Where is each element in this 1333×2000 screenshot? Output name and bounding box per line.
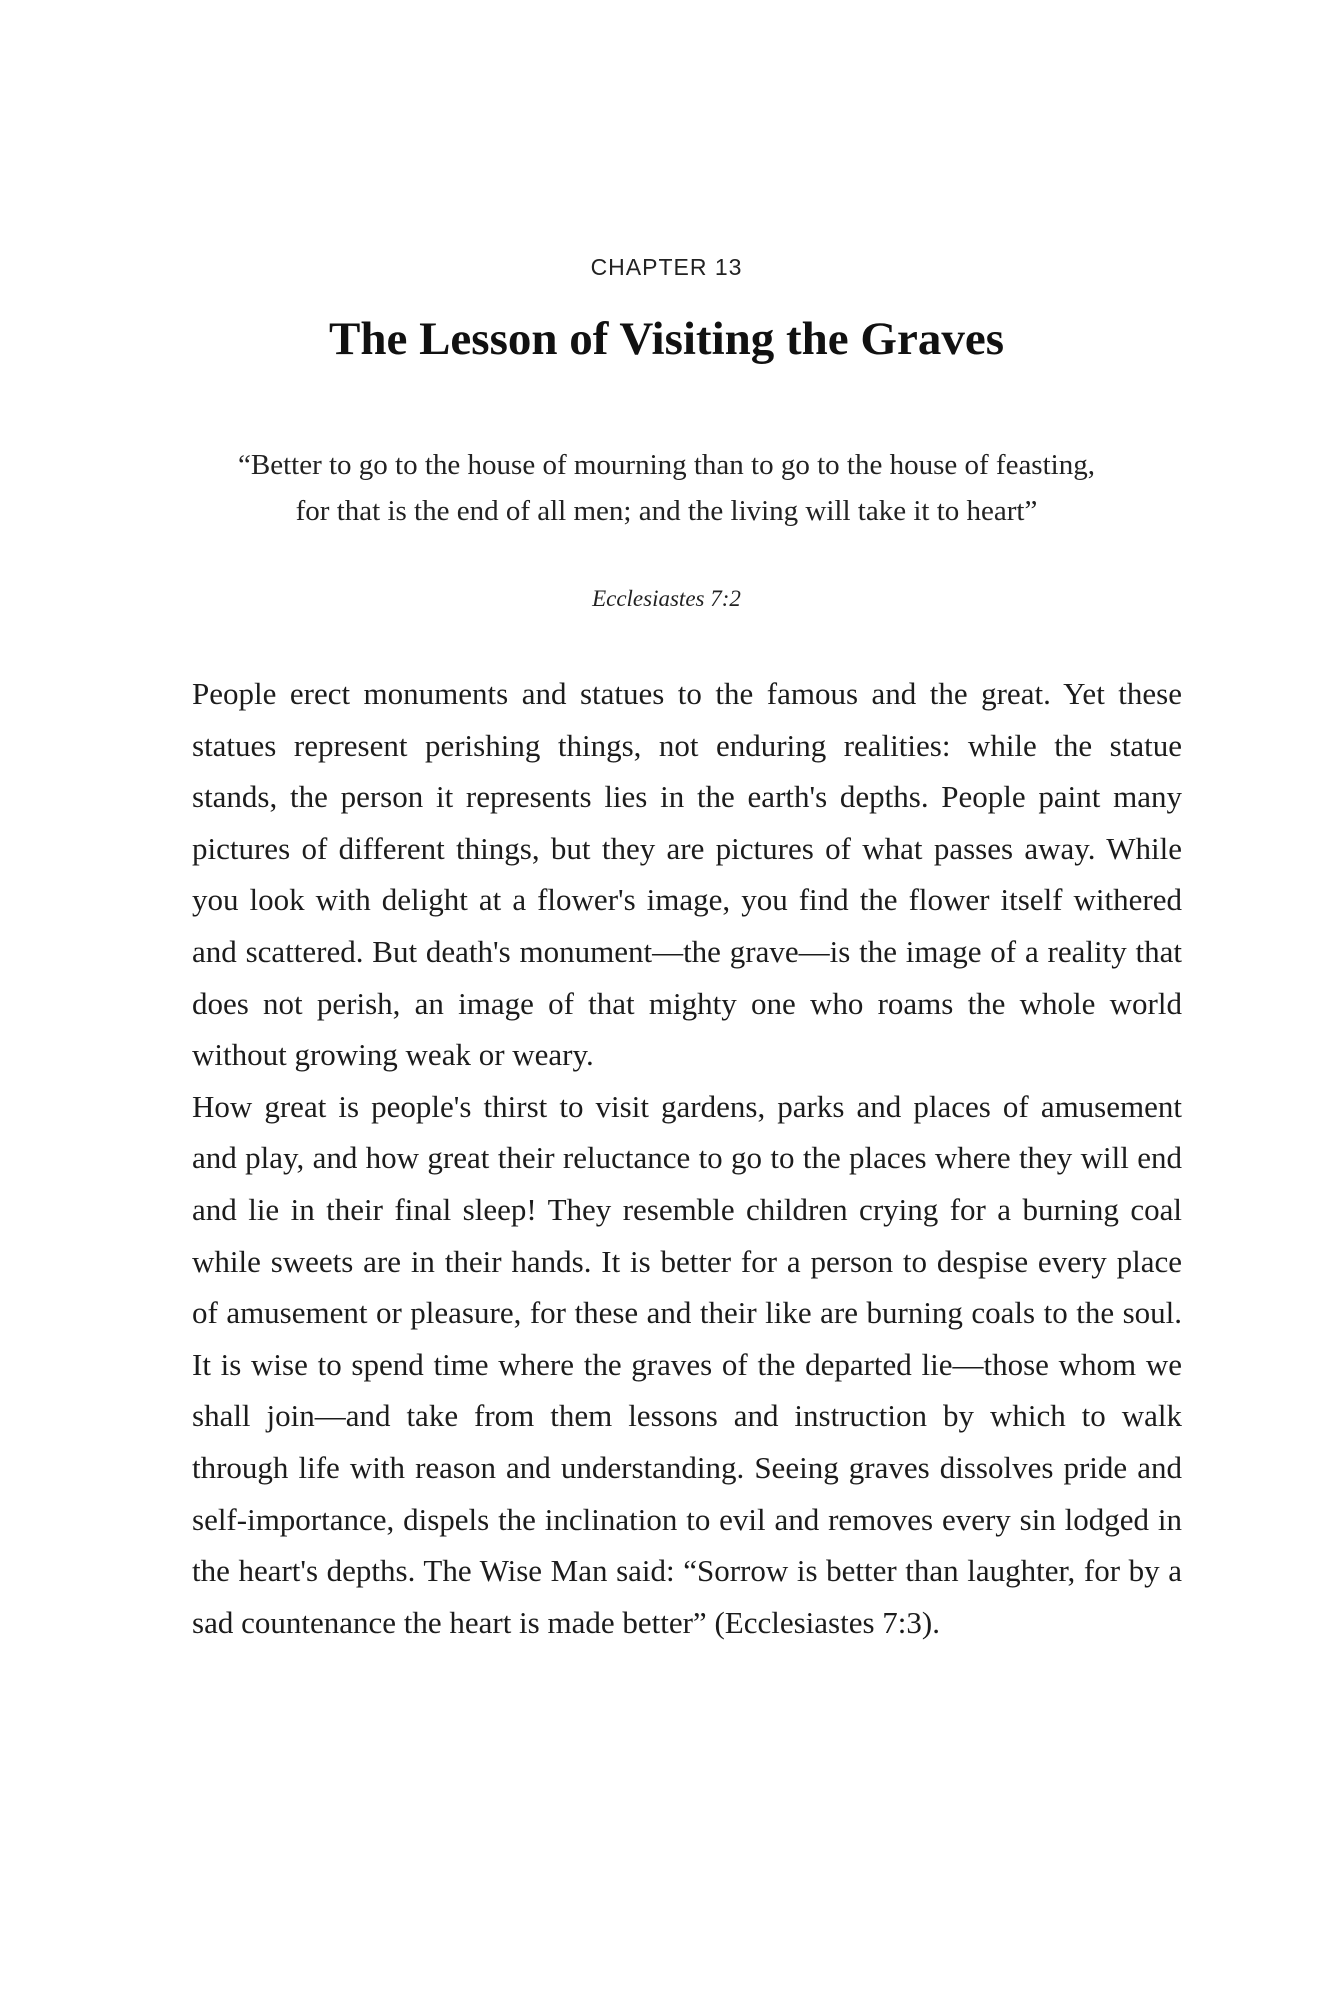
body-paragraph: People erect monuments and statues to the famous and the great. Yet these statues represent perishing things, not enduring realities: while the statue stands, the person it represents lies in the earth's depths. People paint many pictures of different things, but they are pictures of what passes away. While you look with delight at a flower's image, you find the flower itself withered and scattered. But death's monument—the grave—is the image of a reality that does not perish, an image of that mighty one who roams the whole world without growing weak or weary. bbox=[192, 676, 1182, 1073]
epigraph-quote: “Better to go to the house of mourning than to go to the house of feasting, for that is the end of all men; and the living will take it to heart” bbox=[238, 449, 1095, 527]
chapter-body bbox=[192, 668, 1182, 1648]
chapter-title: The Lesson of Visiting the Graves bbox=[328, 313, 1004, 365]
chapter-label: CHAPTER 13 bbox=[590, 254, 743, 280]
body-paragraph: How great is people's thirst to visit gardens, parks and places of amusement and play, and how great their reluctance to go to the places where they will end and lie in their final sleep! They resemble children crying for a burning coal while sweets are in their hands. It is better for a person to despise every place of amusement or pleasure, for these and their like are burning coals to the soul. It is wise to spend time where the graves of the departed lie—those whom we shall join—and take from them lessons and instruction by which to walk through life with reason and understanding. Seeing graves dissolves pride and self-importance, dispels the inclination to evil and removes every sin lodged in the heart's depths. The Wise Man said: “Sorrow is better than laughter, for by a sad countenance the heart is made better” (Ecclesiastes 7:3). bbox=[192, 1088, 1182, 1640]
epigraph-source: Ecclesiastes 7:2 bbox=[592, 586, 741, 611]
